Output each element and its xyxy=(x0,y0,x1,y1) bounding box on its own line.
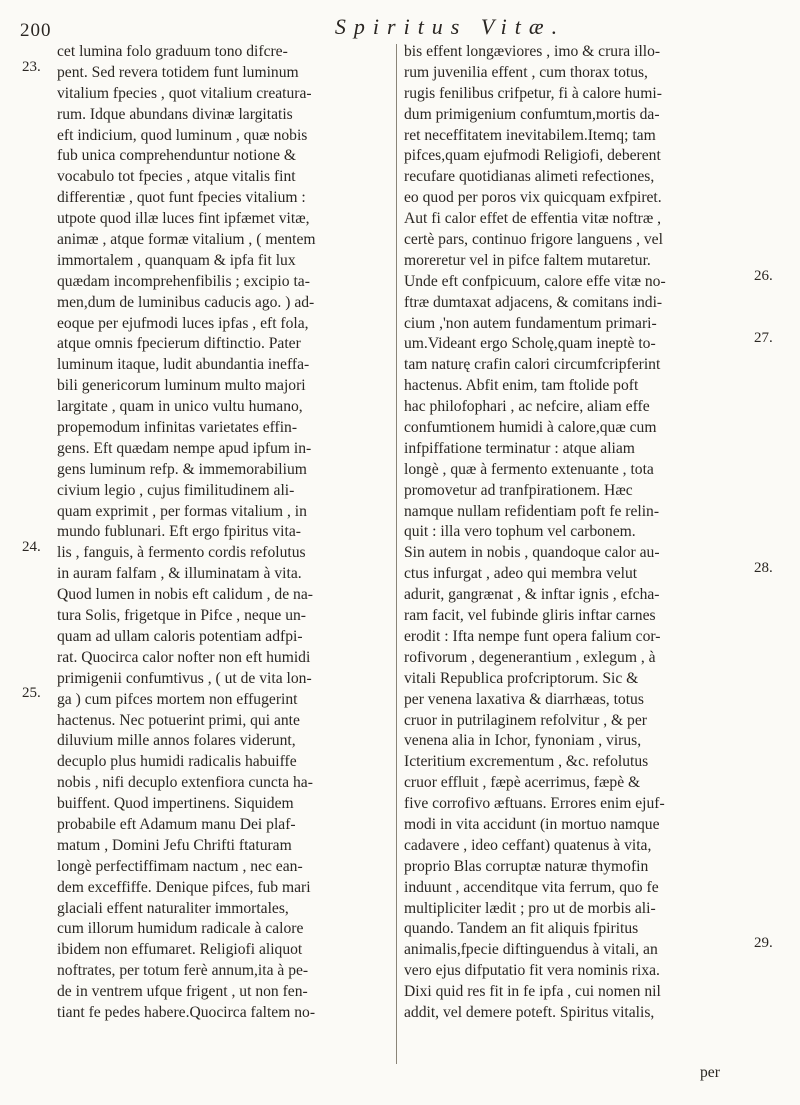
text-line: rum juvenilia effent , cum thorax totus, xyxy=(404,63,648,81)
text-line: multipliciter lædit ; pro ut de morbis ali- xyxy=(404,899,656,917)
text-line: pifces,quam ejufmodi Religiofi, deberent xyxy=(404,147,661,165)
text-line: tam naturę crafin calori circumfcripferint xyxy=(404,356,661,374)
text-line: vero ejus difputatio fit vera nominis rixa. xyxy=(404,962,660,980)
text-line: quando. Tandem an fit aliquis fpiritus xyxy=(404,920,639,938)
text-line: vitalium fpecies , quot vitalium creatura- xyxy=(57,84,312,102)
margin-number-24: 24. xyxy=(22,539,41,555)
text-line: luminum itaque, ludit abundantia ineffa- xyxy=(57,356,310,374)
text-line: confumtionem humidi à calore,quæ cum xyxy=(404,419,657,437)
text-line: infpiffatione terminatur : atque aliam xyxy=(404,439,635,457)
text-line: dem exceffiffe. Denique pifces, fub mari xyxy=(57,878,311,896)
text-line: matum , Domini Jefu Chrifti ftaturam xyxy=(57,836,292,854)
text-line: um.Videant ergo Scholę,quam ineptè to- xyxy=(404,335,656,353)
text-line: dum primigenium confumtum,mortis da- xyxy=(404,105,660,123)
text-line: bis effent longæviores , imo & crura illo- xyxy=(404,43,661,60)
text-line: namque nullam refidentiam poft fe relin- xyxy=(404,502,660,520)
text-line: ga ) cum pifces mortem non effugerint xyxy=(57,690,298,708)
text-line: pent. Sed revera totidem funt luminum xyxy=(57,63,299,81)
text-line: ftræ dumtaxat adjacens, & comitans indi- xyxy=(404,293,663,311)
text-line: rum. Idque abundans divinæ largitatis xyxy=(57,105,293,123)
text-line: ret neceffitatem inevitabilem.Itemq; tam xyxy=(404,126,656,144)
text-line: buiffent. Quod impertinens. Siquidem xyxy=(57,795,294,813)
text-line: induunt , accenditque vita ferrum, quo fe xyxy=(404,878,659,896)
text-line: cum illorum humidum radicale à calore xyxy=(57,920,304,938)
text-line: de in ventrem ufque frigent , ut non fen- xyxy=(57,983,308,1001)
page-number: 200 xyxy=(20,20,52,41)
text-line: propemodum infinitas varietates effin- xyxy=(57,419,298,437)
text-line: modi in vita accidunt (in mortuo namque xyxy=(404,815,660,833)
text-line: moreretur vel in pifce faltem mutaretur. xyxy=(404,251,651,269)
right-column xyxy=(404,42,740,1024)
text-line: eft indicium, quod luminum , quæ nobis xyxy=(57,126,308,144)
text-line: venena alia in Ichor, fynoniam , virus, xyxy=(404,732,642,750)
text-line: vitali Republica profcriptorum. Sic & xyxy=(404,669,639,687)
margin-number-25: 25. xyxy=(22,685,41,701)
text-line: differentiæ , quot funt fpecies vitalium : xyxy=(57,189,306,207)
text-line: rugis fenilibus crifpetur, fi à calore humi- xyxy=(404,84,662,102)
text-line: hactenus. Nec potuerint primi, qui ante xyxy=(57,711,300,729)
catchword: per xyxy=(700,1064,720,1081)
text-line: primigenii confumtivus , ( ut de vita lon- xyxy=(57,669,312,687)
text-line: decuplo plus humidi radicalis habuiffe xyxy=(57,753,297,771)
text-line: utpote quod illæ luces fint ipfæmet vitæ, xyxy=(57,210,310,228)
text-line: longè perfectiffimam nactum , nec ean- xyxy=(57,857,303,875)
text-line: ibidem non effumaret. Religiofi aliquot xyxy=(57,941,303,959)
text-line: glaciali effent naturaliter immortales, xyxy=(57,899,289,917)
text-line: noftrates, per totum ferè annum,ita à pe- xyxy=(57,962,309,980)
text-line: promovetur ad tranfpirationem. Hæc xyxy=(404,481,633,499)
text-line: ram facit, vel fubinde gliris inftar carnes xyxy=(404,607,656,625)
text-line: gens. Eft quædam nempe apud ipfum in- xyxy=(57,439,312,457)
text-line: cium ,'non autem fundamentum primari- xyxy=(404,314,657,332)
text-line: proprio Blas corruptæ naturæ thymofin xyxy=(404,857,649,875)
column-divider xyxy=(396,44,397,1064)
text-line: largitate , quam in unico vultu humano, xyxy=(57,398,303,416)
text-line: mundo fublunari. Eft ergo fpiritus vita- xyxy=(57,523,301,541)
text-line: eo quod per poros vix quicquam exfpiret. xyxy=(404,189,662,207)
text-line: five corrofivo æftuans. Errores enim ejuf- xyxy=(404,795,665,813)
text-line: quædam incomprehenfibilis ; excipio ta- xyxy=(57,272,310,290)
text-line: per venena laxativa & diarrhæas, totus xyxy=(404,690,644,708)
text-line: Quod lumen in nobis eft calidum , de na- xyxy=(57,586,313,604)
text-line: cruor effluit , fæpè acerrimus, fæpè & xyxy=(404,774,641,792)
running-head: Spiritus Vitæ. xyxy=(334,14,566,39)
text-line: rofivorum , degenerantium , exlegum , à xyxy=(404,648,656,666)
text-line: rat. Quocirca calor nofter non eft humidi xyxy=(57,648,311,666)
text-line: bili genericorum luminum multo majori xyxy=(57,377,306,395)
text-line: quit : illa vero tophum vel carbonem. xyxy=(404,523,636,541)
text-line: tiant fe pedes habere.Quocirca faltem no- xyxy=(57,1003,316,1021)
text-line: recufare quotidianas alimeti refectiones, xyxy=(404,168,655,186)
text-line: lis , fanguis, à fermento cordis refolutus xyxy=(57,544,306,562)
text-line: Dixi quid res fit in fe ipfa , cui nomen nil xyxy=(404,983,661,1001)
text-line: longè , quæ à fermento extenuante , tota xyxy=(404,460,654,478)
margin-number-28: 28. xyxy=(754,560,773,576)
text-line: vocabulo tot fpecies , atque vitalis fint xyxy=(57,168,296,186)
text-line: men,dum de luminibus caducis ago. ) ad- xyxy=(57,293,315,311)
text-line: Sin autem in nobis , quandoque calor au- xyxy=(404,544,660,562)
text-line: cadavere , ideo ceffant) quatenus à vita, xyxy=(404,836,652,854)
text-line: addit, vel demere poteft. Spiritus vitalis, xyxy=(404,1003,655,1021)
text-line: animæ , atque formæ vitalium , ( mentem xyxy=(57,231,316,249)
text-line: atque omnis fpecierum diftinctio. Pater xyxy=(57,335,301,353)
text-line: cet lumina folo graduum tono difcre- xyxy=(57,43,288,60)
text-line: quam ad ullam caloris potentiam adfpi- xyxy=(57,627,303,645)
margin-number-27: 27. xyxy=(754,330,773,346)
text-line: hac philofophari , ac nefcire, aliam effe xyxy=(404,398,650,416)
text-line: adurit, gangrænat , & inftar ignis , efcha- xyxy=(404,586,660,604)
text-line: fub unica comprehenduntur notione & xyxy=(57,147,297,165)
text-line: tura Solis, frigetque in Pifce , neque un- xyxy=(57,607,307,625)
text-line: civium legio , cujus fimilitudinem ali- xyxy=(57,481,295,499)
margin-number-23: 23. xyxy=(22,59,41,75)
margin-number-29: 29. xyxy=(754,935,773,951)
text-line: Aut fi calor effet de effentia vitæ noftræ , xyxy=(404,210,662,228)
text-line: probabile eft Adamum manu Dei plaf- xyxy=(57,815,296,833)
text-line: nobis , nifi decuplo extenfiora cuncta ha- xyxy=(57,774,313,792)
text-line: eoque per ejufmodi luces ipfas , eft fola, xyxy=(57,314,309,332)
margin-number-26: 26. xyxy=(754,268,773,284)
text-line: quam exprimit , per formas vitalium , in xyxy=(57,502,307,520)
text-line: immortalem , quanquam & ipfa fit lux xyxy=(57,251,296,269)
text-line: ctus infurgat , adeo qui membra velut xyxy=(404,565,638,583)
text-line: animalis,fpecie diftinguendus à vitali, an xyxy=(404,941,658,959)
text-line: Unde eft confpicuum, calore effe vitæ no- xyxy=(404,272,666,290)
text-line: cruor in putrilaginem refolvitur , & per xyxy=(404,711,647,729)
text-line: in auram falfam , & illuminatam à vita. xyxy=(57,565,302,583)
text-line: hactenus. Abfit enim, tam ftolide poft xyxy=(404,377,639,395)
text-line: certè pars, continuo frigore languens , vel xyxy=(404,231,663,249)
left-column xyxy=(57,42,390,1024)
text-line: diluvium mille annos folares viderunt, xyxy=(57,732,296,750)
text-line: gens luminum refp. & immemorabilium xyxy=(57,460,307,478)
text-line: erodit : Ifta nempe funt opera falium cor- xyxy=(404,627,661,645)
text-line: Icteritium excrementum , &c. refolutus xyxy=(404,753,649,771)
